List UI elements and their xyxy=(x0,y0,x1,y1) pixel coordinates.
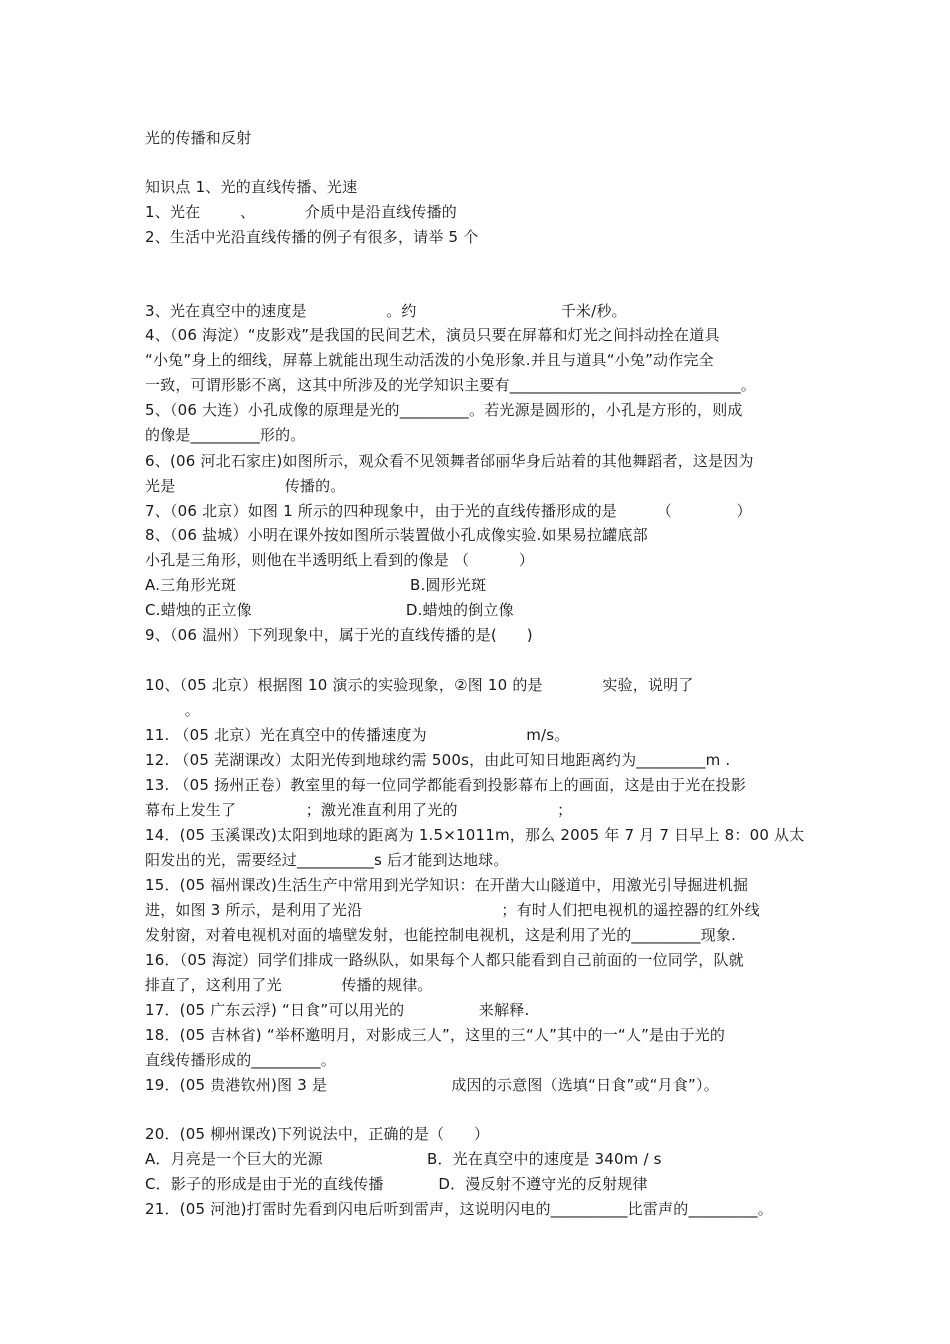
question-line: 的像是_________形的。 xyxy=(145,426,306,444)
question-line: 19．(05 贵港钦州)图 3 是 成因的示意图（选填“日食”或“月食”）。 xyxy=(145,1076,719,1094)
question-line: 光是 传播的。 xyxy=(145,477,346,495)
question-line: 4、（06 海淀）“皮影戏”是我国的民间艺术，演员只要在屏幕和灯光之间抖动拴在道具 xyxy=(145,326,720,344)
question-line: 排直了，这利用了光 传播的规律。 xyxy=(145,976,433,994)
question-line: 阳发出的光，需要经过__________s 后才能到达地球。 xyxy=(145,851,509,869)
question-line: 8、（06 盐城）小明在课外按如图所示装置做小孔成像实验.如果易拉罐底部 xyxy=(145,526,648,544)
question-line: 幕布上发生了 ；激光准直利用了光的 ； xyxy=(145,801,573,819)
option-line: A.三角形光斑 B.圆形光斑 xyxy=(145,576,487,594)
question-line: 。 xyxy=(145,701,200,719)
question-line: 3、光在真空中的速度是 。约 千米/秒。 xyxy=(145,302,627,320)
question-line: 进，如图 3 所示，是利用了光沿 ；有时人们把电视机的遥控器的红外线 xyxy=(145,901,760,919)
question-line: 14．(05 玉溪课改)太阳到地球的距离为 1.5×1011m，那么 2005 年 7 月 7 日早上 8：00 从太 xyxy=(145,826,805,844)
option-line: A．月亮是一个巨大的光源 B．光在真空中的速度是 340m / s xyxy=(145,1150,662,1168)
section-heading: 知识点 1、光的直线传播、光速 xyxy=(145,178,358,196)
question-line: 10、（05 北京）根据图 10 演示的实验现象，②图 10 的是 实验，说明了 xyxy=(145,676,694,694)
question-line: 11. （05 北京）光在真空中的传播速度为 m/s。 xyxy=(145,726,570,744)
question-line: 7、（06 北京）如图 1 所示的四种现象中，由于光的直线传播形成的是 （ ） xyxy=(145,502,752,520)
question-line: 21．(05 河池)打雷时先看到闪电后听到雷声，这说明闪电的__________比雷声的_________。 xyxy=(145,1200,773,1218)
question-line: 16．（05 海淀）同学们排成一路纵队，如果每个人都只能看到自己前面的一位同学，队就 xyxy=(145,951,744,969)
question-line: 一致，可谓形影不离，这其中所涉及的光学知识主要有______________________________。 xyxy=(145,376,757,394)
question-line: 12. （05 芜湖课改）太阳光传到地球约需 500s，由此可知日地距离约为_________m . xyxy=(145,751,731,769)
question-line: 20．(05 柳州课改)下列说法中，正确的是（ ） xyxy=(145,1125,490,1143)
question-line: 6、(06 河北石家庄)如图所示，观众看不见领舞者邰丽华身后站着的其他舞蹈者，这是因为 xyxy=(145,452,754,470)
question-line: 1、光在 、 介质中是沿直线传播的 xyxy=(145,203,457,221)
question-line: 13. （05 扬州正卷）教室里的每一位同学都能看到投影幕布上的画面，这是由于光在投影 xyxy=(145,776,747,794)
question-line: 5、（06 大连）小孔成像的原理是光的_________。若光源是圆形的，小孔是方形的，则成 xyxy=(145,401,743,419)
question-line: “小兔”身上的细线，屏幕上就能出现生动活泼的小兔形象.并且与道具“小兔”动作完全 xyxy=(145,351,714,369)
question-line: 发射窗，对着电视机对面的墙壁发射，也能控制电视机，这是利用了光的_________现象. xyxy=(145,926,737,944)
question-line: 小孔是三角形，则他在半透明纸上看到的像是 （ ） xyxy=(145,551,535,569)
question-line: 9、（06 温州）下列现象中，属于光的直线传播的是( ) xyxy=(145,626,533,644)
question-line: 18．(05 吉林省) “举杯邀明月，对影成三人”，这里的三“人”其中的一“人”是由于光的 xyxy=(145,1026,726,1044)
question-line: 17．(05 广东云浮) “日食”可以用光的 来解释. xyxy=(145,1001,530,1019)
document-title: 光的传播和反射 xyxy=(145,129,252,147)
option-line: C.蜡烛的正立像 D.蜡烛的倒立像 xyxy=(145,601,514,619)
question-line: 2、生活中光沿直线传播的例子有很多，请举 5 个 xyxy=(145,228,479,246)
option-line: C．影子的形成是由于光的直线传播 D．漫反射不遵守光的反射规律 xyxy=(145,1175,648,1193)
question-line: 15．(05 福州课改)生活生产中常用到光学知识：在开凿大山隧道中，用激光引导掘进机掘 xyxy=(145,876,749,894)
question-line: 直线传播形成的_________。 xyxy=(145,1051,336,1069)
